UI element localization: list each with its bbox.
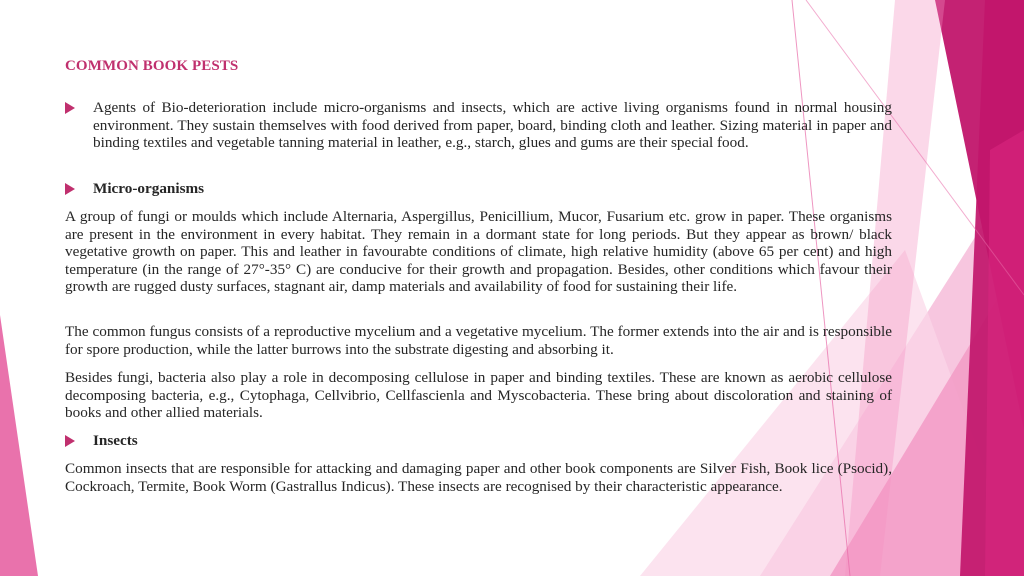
bullet-intro [65,99,892,152]
bullet-insects [65,432,892,450]
heading-insects: Insects [93,432,138,449]
heading-micro-organisms: Micro-organisms [93,180,205,197]
bullet-arrow-icon [65,435,75,447]
paragraph-bacteria: Besides fungi, bacteria also play a role in decomposing cellulose in paper and binding textiles. These are known as aerobic cellulose decomposing bacteria, e.g., Cytophaga, Cellvibrio, Cellfascienla and Myscobacteria. These bring about discoloration and staining of books and other allied materials. [65,369,892,422]
bullet-intro-text: Agents of Bio-deterioration include micro-organisms and insects, which are active living organisms found in normal housing environment. They sustain themselves with food derived from paper, board, binding cloth and leather. Sizing material in paper and binding textiles and vegetable tanning material in leather, e.g., starch, glues and gums are their special food. [93,99,892,152]
paragraph-fungi: A group of fungi or moulds which include Alternaria, Aspergillus, Penicillium, Mucor, Fusarium etc. grow in paper. These organisms are present in the environment in every habitat. They remain in a dormant state for long periods. But they appear as brown/ black vegetative growth on paper. This and leather in favourabte conditions of climate, high relative humidity (above 65 per cent) and high temperature (in the range of 27°-35° C) are conducive for their growth and propagation. Besides, other conditions which favour their growth are rugged dusty surfaces, stagnant air, damp materials and availability of food for sustaining their life. [65,208,892,296]
bullet-arrow-icon [65,183,75,195]
bullet-arrow-icon [65,102,75,114]
bullet-micro-organisms [65,180,892,198]
paragraph-fungus: The common fungus consists of a reproductive mycelium and a vegetative mycelium. The former extends into the air and is responsible for spore production, while the latter burrows into the substrate digesting and absorbing it. [65,323,892,358]
paragraph-insects: Common insects that are responsible for attacking and damaging paper and other book components are Silver Fish, Book lice (Psocid), Cockroach, Termite, Book Worm (Gastrallus Indicus). These insects are recognised by their characteristic appearance. [65,460,892,495]
slide-title: COMMON BOOK PESTS [65,58,239,74]
